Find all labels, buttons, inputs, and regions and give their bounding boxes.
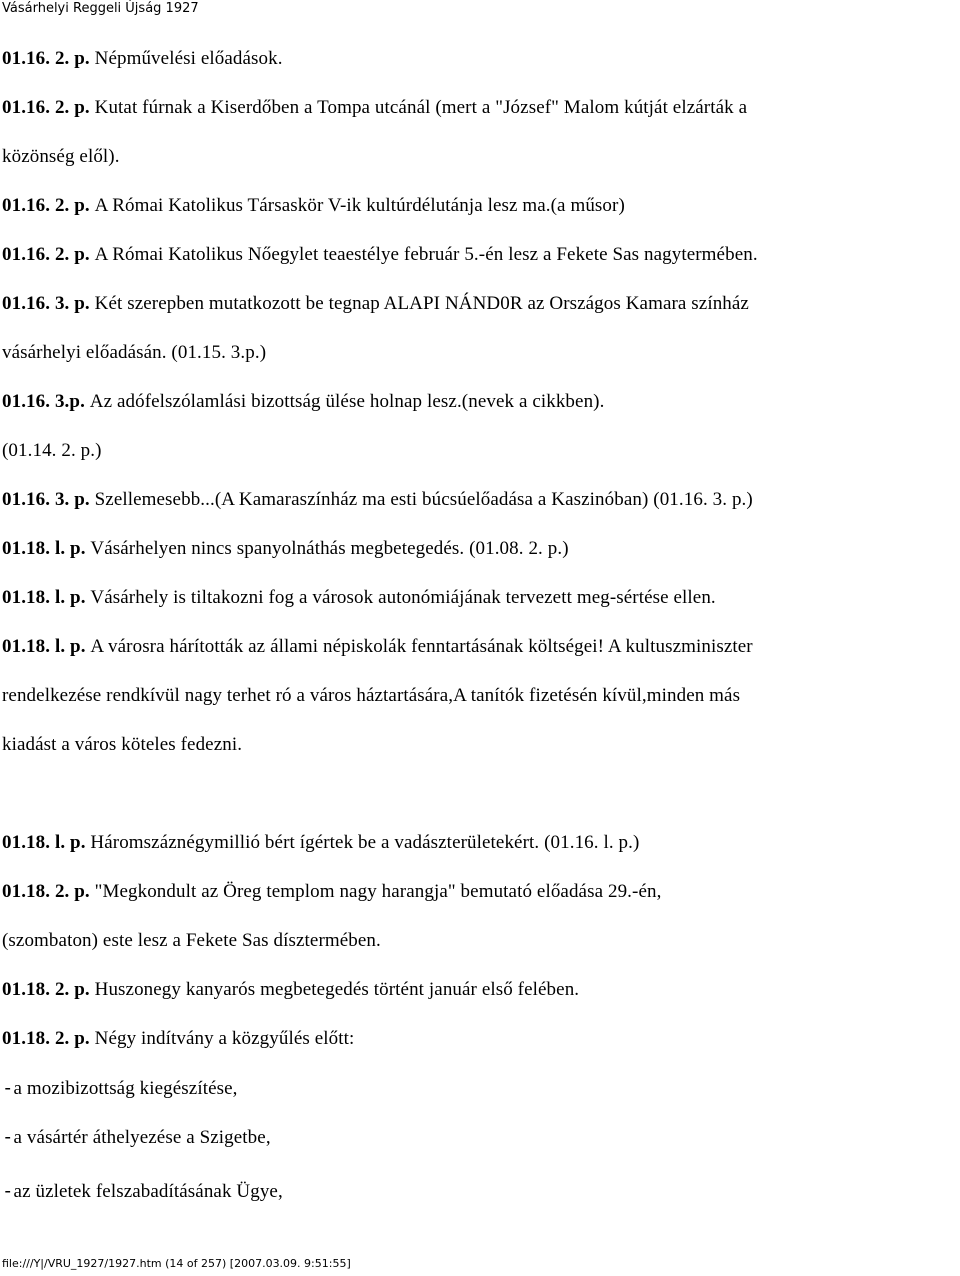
entry-text: (szombaton) este lesz a Fekete Sas dísztermében. (2, 930, 381, 951)
entry-ref: 01.18. 2. p. (2, 979, 95, 1000)
entry-ref: 01.18. l. p. (2, 587, 91, 608)
entry-line (2, 390, 604, 414)
entry-line (2, 586, 716, 610)
entry-line (2, 145, 120, 169)
entry-ref: 01.16. 2. p. (2, 195, 95, 216)
entry-line (2, 341, 266, 365)
entry-line (2, 488, 753, 512)
entry-text: Háromszáznégymillió bért ígértek be a vadászterületekért. (01.16. l. p.) (90, 832, 640, 853)
page-header-title: Vásárhelyi Reggeli Újság 1927 (2, 1, 199, 16)
entry-line (2, 194, 625, 218)
entry-text: A városra hárították az állami népiskolák fenntartásának költségei! A kultuszminiszter (90, 636, 753, 657)
entry-ref: 01.18. 2. p. (2, 1028, 95, 1049)
entry-line (2, 1027, 354, 1051)
entry-ref: 01.16. 2. p. (2, 244, 95, 265)
entry-line (2, 243, 758, 267)
entry-text: Szellemesebb...(A Kamaraszínház ma esti búcsúelőadása a Kaszinóban) (01.16. 3. p.) (94, 489, 753, 510)
list-dash: - (2, 1126, 14, 1148)
entry-text: kiadást a város köteles fedezni. (2, 734, 243, 755)
entry-ref: 01.16. 2. p. (2, 97, 95, 118)
entry-ref: 01.16. 3.p. (2, 391, 90, 412)
entry-text: Az adófelszólamlási bizottság ülése holnap lesz.(nevek a cikkben). (89, 391, 605, 412)
list-item-text: a vásártér áthelyezése a Szigetbe, (13, 1127, 271, 1148)
entry-text: A Római Katolikus Nőegylet teaestélye február 5.-én lesz a Fekete Sas nagytermében. (94, 244, 758, 265)
entry-ref: 01.18. 2. p. (2, 881, 95, 902)
entry-text: rendelkezése rendkívül nagy terhet ró a város háztartására,A tanítók fizetésén kívül,minden más (2, 685, 741, 706)
entry-text: A Római Katolikus Társaskör V-ik kultúrdélutánja lesz ma.(a műsor) (94, 195, 625, 216)
list-dash: - (2, 1077, 14, 1099)
entry-line (2, 733, 242, 757)
entry-line (2, 537, 569, 561)
entry-ref: 01.16. 2. p. (2, 48, 95, 69)
entry-text: Kutat fúrnak a Kiserdőben a Tompa utcánál (mert a "József" Malom kútját elzárták a (94, 97, 748, 118)
entry-ref: 01.16. 3. p. (2, 489, 95, 510)
entry-line (2, 439, 102, 463)
file-path-footer: file:///Y|/VRU_1927/1927.htm (14 of 257) [2007.03.09. 9:51:55] (2, 1257, 351, 1270)
list-item-text: az üzletek felszabadításának Ügye, (13, 1181, 283, 1202)
entry-text: Népművelési előadások. (94, 48, 283, 69)
entry-line (2, 684, 740, 708)
entry-text: Vásárhely is tiltakozni fog a városok autonómiájának tervezett meg-sértése ellen. (90, 587, 716, 608)
entry-line (2, 292, 749, 316)
entry-line (2, 96, 747, 120)
entry-ref: 01.16. 3. p. (2, 293, 95, 314)
entry-text: vásárhelyi előadásán. (01.15. 3.p.) (2, 342, 267, 363)
list-item (2, 1179, 283, 1204)
list-item (2, 1076, 238, 1101)
entry-ref: 01.18. l. p. (2, 538, 91, 559)
entry-ref: 01.18. l. p. (2, 636, 91, 657)
list-dash: - (2, 1180, 14, 1202)
entry-text: Vásárhelyen nincs spanyolnáthás megbetegedés. (01.08. 2. p.) (90, 538, 569, 559)
entry-ref: 01.18. l. p. (2, 832, 91, 853)
entry-line (2, 929, 381, 953)
entry-line (2, 831, 639, 855)
entry-line (2, 47, 283, 71)
entry-text: közönség elől). (2, 146, 120, 167)
entry-text: Négy indítvány a közgyűlés előtt: (94, 1028, 355, 1049)
entry-text: Huszonegy kanyarós megbetegedés történt január első felében. (94, 979, 580, 1000)
list-item-text: a mozibizottság kiegészítése, (13, 1078, 238, 1099)
entry-line (2, 635, 753, 659)
list-item (2, 1125, 271, 1150)
entry-line (2, 880, 661, 904)
entry-text: (01.14. 2. p.) (2, 440, 102, 461)
entry-line (2, 978, 579, 1002)
entry-text: Két szerepben mutatkozott be tegnap ALAPI NÁND0R az Országos Kamara színház (94, 293, 749, 314)
entry-text: "Megkondult az Öreg templom nagy harangja" bemutató előadása 29.-én, (94, 881, 662, 902)
